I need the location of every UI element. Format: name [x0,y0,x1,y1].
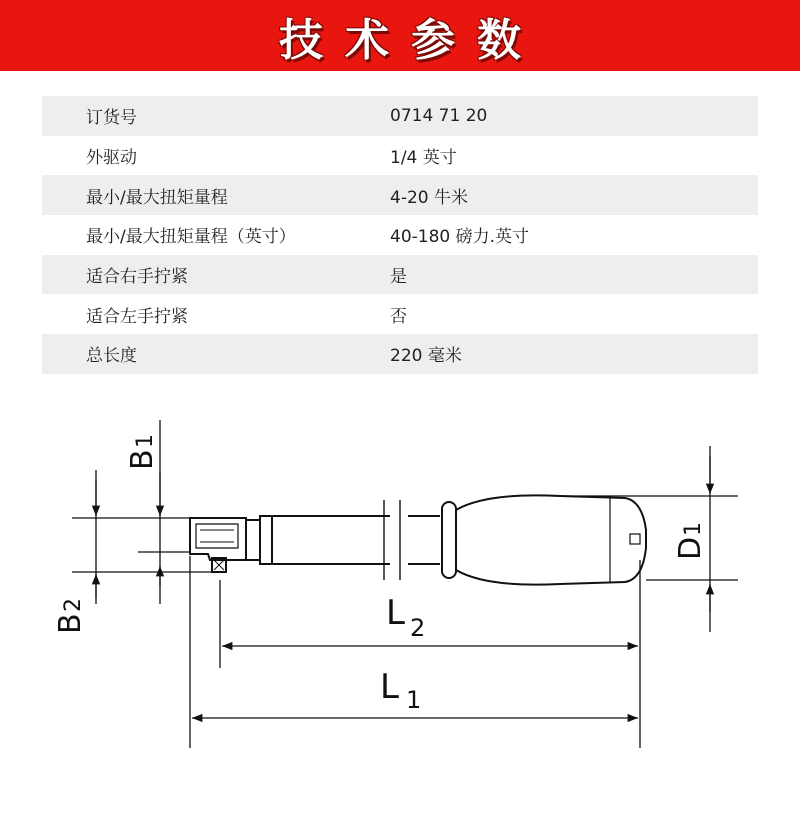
torque-wrench-dimension-drawing [40,400,760,780]
spec-table [42,96,758,374]
header-banner [0,0,800,71]
label-b2 [53,598,88,634]
svg-text:2: 2 [410,614,426,642]
label-b1 [125,434,160,470]
spec-row [42,175,758,215]
spec-row [42,294,758,334]
spec-value: 220 毫米 [390,346,462,367]
svg-text:1: 1 [406,686,422,714]
spec-value: 是 [390,267,407,288]
spec-row [42,96,758,136]
spec-row [42,215,758,255]
spec-row [42,334,758,374]
dimension-lines [72,420,738,748]
svg-text:B: B [53,613,88,634]
spec-row [42,255,758,295]
label-l1 [380,667,421,714]
svg-text:1: 1 [133,434,158,448]
spec-label: 适合左手拧紧 [86,306,188,327]
svg-text:1: 1 [681,522,706,536]
spec-label: 适合右手拧紧 [86,267,188,288]
spec-value: 1/4 英寸 [390,148,457,169]
spec-label: 总长度 [86,346,137,367]
page-title: 技术参数 [279,14,543,66]
svg-text:L: L [386,593,405,633]
spec-row [42,136,758,176]
svg-text:2: 2 [61,598,86,612]
spec-label: 最小/最大扭矩量程（英寸） [86,227,296,248]
spec-label: 订货号 [86,108,137,129]
spec-label: 外驱动 [86,148,137,169]
label-l2 [386,593,425,642]
spec-value: 0714 71 20 [390,105,488,126]
spec-value: 4-20 牛米 [390,187,468,208]
svg-text:B: B [125,449,160,470]
label-d1 [673,522,708,560]
spec-value: 40-180 磅力.英寸 [390,227,530,248]
svg-text:D: D [673,536,708,560]
spec-value: 否 [390,306,407,327]
spec-label: 最小/最大扭矩量程 [86,187,228,208]
wrench-outline [190,495,646,584]
svg-text:L: L [380,667,399,707]
